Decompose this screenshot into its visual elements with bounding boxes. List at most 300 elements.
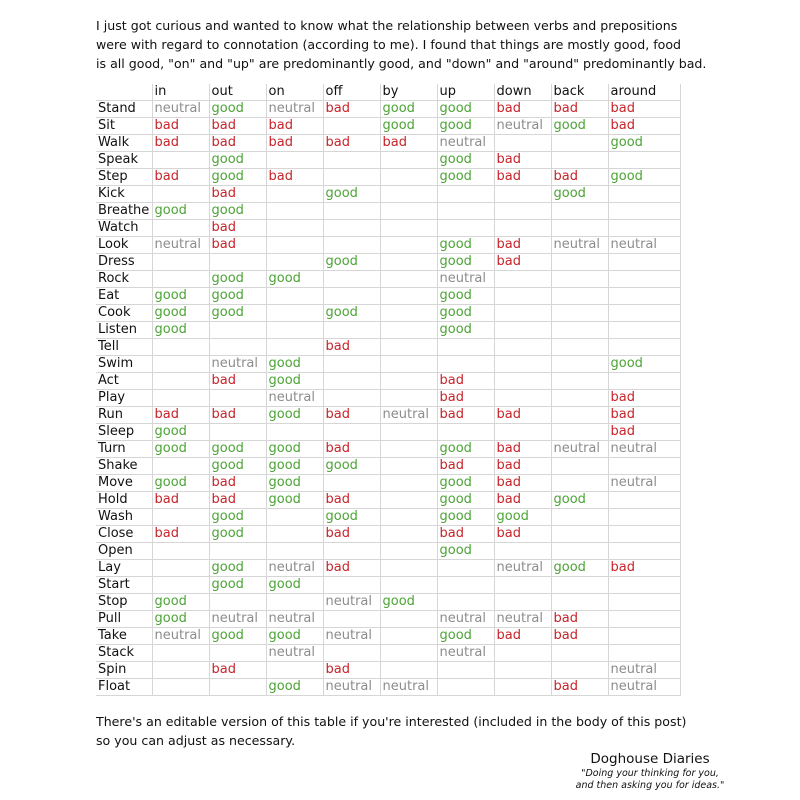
verb-label: Dress [96, 254, 152, 271]
verb-label: Act [96, 373, 152, 390]
connotation-cell [266, 322, 323, 339]
table-row [96, 475, 680, 492]
connotation-cell [152, 509, 209, 526]
connotation-cell [551, 458, 608, 475]
table-row [96, 152, 680, 169]
connotation-cell: good [437, 628, 494, 645]
verb-label: Lay [96, 560, 152, 577]
connotation-cell: bad [494, 492, 551, 509]
connotation-cell: bad [494, 441, 551, 458]
connotation-cell [608, 543, 680, 560]
connotation-cell [380, 628, 437, 645]
connotation-cell: neutral [323, 628, 380, 645]
connotation-cell [380, 441, 437, 458]
connotation-cell: bad [494, 169, 551, 186]
connotation-cell [608, 373, 680, 390]
connotation-cell [152, 339, 209, 356]
connotation-cell: good [380, 101, 437, 118]
brand-name: Doghouse Diaries [590, 751, 710, 767]
table-row [96, 135, 680, 152]
connotation-cell [437, 679, 494, 696]
connotation-cell: good [209, 509, 266, 526]
connotation-cell [551, 390, 608, 407]
connotation-cell [551, 322, 608, 339]
connotation-cell [323, 152, 380, 169]
verb-label: Sleep [96, 424, 152, 441]
verb-label: Eat [96, 288, 152, 305]
connotation-cell [323, 203, 380, 220]
column-header-up: up [437, 84, 494, 101]
connotation-cell: good [323, 254, 380, 271]
connotation-cell [380, 390, 437, 407]
connotation-cell [266, 662, 323, 679]
connotation-cell [380, 220, 437, 237]
connotation-cell: neutral [437, 271, 494, 288]
connotation-cell [209, 424, 266, 441]
connotation-cell [494, 322, 551, 339]
connotation-cell: good [437, 543, 494, 560]
connotation-cell: good [551, 186, 608, 203]
table-row [96, 509, 680, 526]
connotation-cell: bad [323, 526, 380, 543]
connotation-cell [551, 135, 608, 152]
verb-label: Shake [96, 458, 152, 475]
connotation-cell: good [152, 611, 209, 628]
connotation-cell: bad [437, 458, 494, 475]
connotation-cell: good [209, 526, 266, 543]
connotation-cell: good [551, 560, 608, 577]
verb-label: Close [96, 526, 152, 543]
connotation-cell [209, 594, 266, 611]
connotation-cell [551, 339, 608, 356]
connotation-cell [608, 492, 680, 509]
connotation-cell: good [209, 101, 266, 118]
connotation-cell [380, 475, 437, 492]
connotation-cell [437, 203, 494, 220]
connotation-cell: neutral [209, 611, 266, 628]
connotation-cell [209, 254, 266, 271]
connotation-cell [266, 152, 323, 169]
connotation-cell [209, 645, 266, 662]
connotation-cell: bad [608, 118, 680, 135]
table-row [96, 594, 680, 611]
connotation-cell: bad [323, 407, 380, 424]
connotation-cell [152, 577, 209, 594]
connotation-cell: good [209, 305, 266, 322]
connotation-cell [380, 186, 437, 203]
connotation-cell: bad [323, 135, 380, 152]
connotation-cell [323, 577, 380, 594]
connotation-cell: good [266, 271, 323, 288]
verb-label: Float [96, 679, 152, 696]
connotation-cell [494, 390, 551, 407]
connotation-cell [209, 679, 266, 696]
connotation-cell [380, 611, 437, 628]
connotation-cell: bad [608, 407, 680, 424]
verb-label: Hold [96, 492, 152, 509]
column-header-out: out [209, 84, 266, 101]
connotation-cell [323, 237, 380, 254]
connotation-cell: bad [152, 118, 209, 135]
connotation-cell [437, 220, 494, 237]
connotation-cell [266, 288, 323, 305]
connotation-cell [323, 645, 380, 662]
connotation-cell [437, 594, 494, 611]
table-row [96, 407, 680, 424]
connotation-cell: good [209, 288, 266, 305]
connotation-cell: neutral [608, 475, 680, 492]
connotation-cell: bad [323, 339, 380, 356]
connotation-cell [551, 271, 608, 288]
connotation-cell [266, 254, 323, 271]
connotation-cell: neutral [323, 594, 380, 611]
connotation-cell: bad [152, 169, 209, 186]
connotation-cell [494, 220, 551, 237]
connotation-cell: good [209, 271, 266, 288]
connotation-cell: good [152, 441, 209, 458]
connotation-cell: good [437, 101, 494, 118]
connotation-cell [380, 271, 437, 288]
table-row [96, 322, 680, 339]
connotation-cell [266, 305, 323, 322]
connotation-cell: good [551, 118, 608, 135]
connotation-cell: bad [266, 135, 323, 152]
connotation-cell [494, 186, 551, 203]
verb-label: Tell [96, 339, 152, 356]
connotation-cell [608, 305, 680, 322]
connotation-cell [551, 254, 608, 271]
verb-label: Open [96, 543, 152, 560]
connotation-cell: good [266, 441, 323, 458]
connotation-cell: neutral [152, 237, 209, 254]
connotation-cell: bad [437, 526, 494, 543]
connotation-cell [380, 577, 437, 594]
connotation-cell [608, 254, 680, 271]
connotation-cell: bad [494, 407, 551, 424]
connotation-cell: good [152, 475, 209, 492]
connotation-cell: good [608, 169, 680, 186]
connotation-cell [323, 424, 380, 441]
connotation-cell: good [266, 679, 323, 696]
footer-line: so you can adjust as necessary. [96, 733, 296, 748]
connotation-cell: bad [209, 237, 266, 254]
connotation-cell: bad [209, 135, 266, 152]
connotation-cell [380, 356, 437, 373]
connotation-cell [380, 543, 437, 560]
connotation-cell: good [152, 594, 209, 611]
connotation-cell: good [209, 203, 266, 220]
connotation-cell [551, 288, 608, 305]
connotation-cell [380, 169, 437, 186]
connotation-cell [323, 271, 380, 288]
connotation-cell: neutral [608, 679, 680, 696]
verb-label: Stack [96, 645, 152, 662]
connotation-cell: bad [209, 220, 266, 237]
table-row [96, 390, 680, 407]
connotation-cell [323, 543, 380, 560]
connotation-cell [380, 509, 437, 526]
connotation-cell [323, 288, 380, 305]
connotation-cell [551, 662, 608, 679]
table-row [96, 577, 680, 594]
connotation-cell [494, 305, 551, 322]
intro-line: were with regard to connotation (according to me). I found that things are mostly good, food [96, 37, 682, 52]
connotation-cell [152, 458, 209, 475]
connotation-cell: neutral [551, 237, 608, 254]
connotation-cell [437, 577, 494, 594]
verb-label: Swim [96, 356, 152, 373]
connotation-cell: bad [323, 492, 380, 509]
connotation-cell [608, 288, 680, 305]
connotation-cell: bad [494, 237, 551, 254]
connotation-cell [437, 424, 494, 441]
connotation-cell [494, 645, 551, 662]
connotation-cell [209, 543, 266, 560]
connotation-cell: neutral [494, 118, 551, 135]
connotation-cell: bad [494, 628, 551, 645]
table-row [96, 628, 680, 645]
connotation-cell: neutral [608, 237, 680, 254]
connotation-cell: bad [209, 662, 266, 679]
table-row [96, 118, 680, 135]
table-row [96, 186, 680, 203]
connotation-cell [551, 220, 608, 237]
verb-label: Speak [96, 152, 152, 169]
connotation-cell [152, 356, 209, 373]
connotation-cell: bad [323, 662, 380, 679]
connotation-cell [494, 203, 551, 220]
connotation-cell [152, 373, 209, 390]
column-header-around: around [608, 84, 680, 101]
verb-label: Watch [96, 220, 152, 237]
connotation-cell [323, 611, 380, 628]
connotation-cell: neutral [380, 407, 437, 424]
connotation-cell: neutral [437, 645, 494, 662]
verb-label: Listen [96, 322, 152, 339]
connotation-cell [266, 237, 323, 254]
connotation-cell [551, 356, 608, 373]
connotation-cell [266, 526, 323, 543]
connotation-cell [323, 356, 380, 373]
connotation-cell [551, 645, 608, 662]
connotation-cell: neutral [266, 101, 323, 118]
connotation-cell [209, 339, 266, 356]
connotation-cell: bad [209, 373, 266, 390]
signature [560, 750, 740, 792]
verb-label: Play [96, 390, 152, 407]
connotation-cell: neutral [209, 356, 266, 373]
verb-label: Move [96, 475, 152, 492]
connotation-cell: neutral [380, 679, 437, 696]
connotation-cell: bad [494, 152, 551, 169]
connotation-cell: bad [608, 390, 680, 407]
connotation-cell: bad [551, 611, 608, 628]
table-row [96, 237, 680, 254]
connotation-cell [152, 254, 209, 271]
connotation-cell: bad [494, 526, 551, 543]
connotation-cell: good [437, 169, 494, 186]
table-row [96, 679, 680, 696]
connotation-cell [152, 543, 209, 560]
connotation-cell [323, 118, 380, 135]
connotation-cell [551, 305, 608, 322]
connotation-cell [494, 288, 551, 305]
connotation-cell [437, 339, 494, 356]
verb-label: Spin [96, 662, 152, 679]
connotation-cell [551, 526, 608, 543]
connotation-cell [608, 594, 680, 611]
connotation-cell [551, 203, 608, 220]
connotation-cell: good [437, 118, 494, 135]
connotation-cell [608, 628, 680, 645]
verb-label: Look [96, 237, 152, 254]
table-row [96, 373, 680, 390]
column-header-on: on [266, 84, 323, 101]
connotation-cell: bad [494, 101, 551, 118]
connotation-cell: bad [209, 475, 266, 492]
connotation-cell [608, 645, 680, 662]
connotation-cell: neutral [437, 135, 494, 152]
connotation-cell: good [266, 373, 323, 390]
connotation-cell: bad [323, 101, 380, 118]
connotation-cell: bad [551, 679, 608, 696]
connotation-cell: neutral [494, 560, 551, 577]
connotation-cell: bad [266, 118, 323, 135]
verb-label: Pull [96, 611, 152, 628]
connotation-cell: good [209, 577, 266, 594]
connotation-cell [380, 152, 437, 169]
table-body [96, 101, 680, 696]
connotation-cell [608, 322, 680, 339]
table-row [96, 220, 680, 237]
verb-label: Turn [96, 441, 152, 458]
tagline: and then asking you for ideas." [575, 780, 725, 791]
connotation-cell: bad [551, 169, 608, 186]
connotation-cell [494, 679, 551, 696]
connotation-cell: bad [209, 186, 266, 203]
table-row [96, 492, 680, 509]
connotation-cell [608, 271, 680, 288]
connotation-cell [494, 373, 551, 390]
table-row [96, 305, 680, 322]
connotation-cell: good [437, 475, 494, 492]
connotation-cell: good [152, 203, 209, 220]
connotation-cell [152, 220, 209, 237]
connotation-cell [380, 305, 437, 322]
table-row [96, 203, 680, 220]
connotation-cell: bad [437, 407, 494, 424]
connotation-cell [380, 254, 437, 271]
connotation-cell [608, 203, 680, 220]
connotation-cell: neutral [266, 611, 323, 628]
connotation-cell: good [323, 186, 380, 203]
connotation-cell [152, 152, 209, 169]
connotation-cell [380, 203, 437, 220]
connotation-cell: good [266, 475, 323, 492]
connotation-cell: neutral [551, 441, 608, 458]
connotation-cell: bad [608, 560, 680, 577]
connotation-cell [551, 407, 608, 424]
column-header-in: in [152, 84, 209, 101]
column-header-back: back [551, 84, 608, 101]
connotation-cell: bad [152, 526, 209, 543]
connotation-cell [551, 373, 608, 390]
connotation-cell [494, 424, 551, 441]
connotation-cell: good [266, 492, 323, 509]
table-row [96, 271, 680, 288]
connotation-cell: good [437, 237, 494, 254]
connotation-cell: neutral [608, 662, 680, 679]
connotation-cell [380, 458, 437, 475]
connotation-cell: good [209, 152, 266, 169]
connotation-cell: good [266, 458, 323, 475]
tagline: "Doing your thinking for you, [581, 768, 719, 779]
connotation-cell [494, 543, 551, 560]
connotation-cell [608, 458, 680, 475]
connotation-cell [551, 509, 608, 526]
connotation-cell: good [380, 594, 437, 611]
column-header-off: off [323, 84, 380, 101]
connotation-cell [323, 220, 380, 237]
connotation-cell [551, 424, 608, 441]
connotation-cell: bad [494, 254, 551, 271]
connotation-cell [152, 662, 209, 679]
verb-label: Cook [96, 305, 152, 322]
connotation-cell [152, 390, 209, 407]
connotation-cell [437, 186, 494, 203]
table-row [96, 645, 680, 662]
table-row [96, 526, 680, 543]
verb-label: Walk [96, 135, 152, 152]
connotation-cell [380, 645, 437, 662]
connotation-cell [380, 339, 437, 356]
connotation-cell [152, 560, 209, 577]
connotation-cell [494, 577, 551, 594]
connotation-cell: good [437, 322, 494, 339]
footer-note [96, 712, 736, 750]
connotation-cell: good [209, 169, 266, 186]
verb-label: Sit [96, 118, 152, 135]
connotation-cell [494, 662, 551, 679]
connotation-cell [152, 271, 209, 288]
connotation-cell [152, 645, 209, 662]
connotation-cell: bad [209, 118, 266, 135]
verb-label: Start [96, 577, 152, 594]
verb-label: Breathe [96, 203, 152, 220]
connotation-cell: neutral [152, 101, 209, 118]
connotation-cell: bad [608, 101, 680, 118]
connotation-cell [494, 135, 551, 152]
connotation-cell: good [152, 305, 209, 322]
connotation-cell: good [608, 135, 680, 152]
footer-line: There's an editable version of this table if you're interested (included in the body of this post) [96, 714, 687, 729]
connotation-cell: bad [551, 628, 608, 645]
connotation-cell [608, 220, 680, 237]
connotation-cell [608, 152, 680, 169]
connotation-cell: bad [551, 101, 608, 118]
connotation-cell [380, 373, 437, 390]
connotation-cell: bad [209, 407, 266, 424]
connotation-cell [266, 220, 323, 237]
table-row [96, 101, 680, 118]
connotation-cell [380, 424, 437, 441]
connotation-cell: bad [152, 492, 209, 509]
table-row [96, 356, 680, 373]
connotation-cell: bad [152, 135, 209, 152]
connotation-cell [437, 560, 494, 577]
connotation-cell [608, 509, 680, 526]
connotation-cell: good [209, 441, 266, 458]
